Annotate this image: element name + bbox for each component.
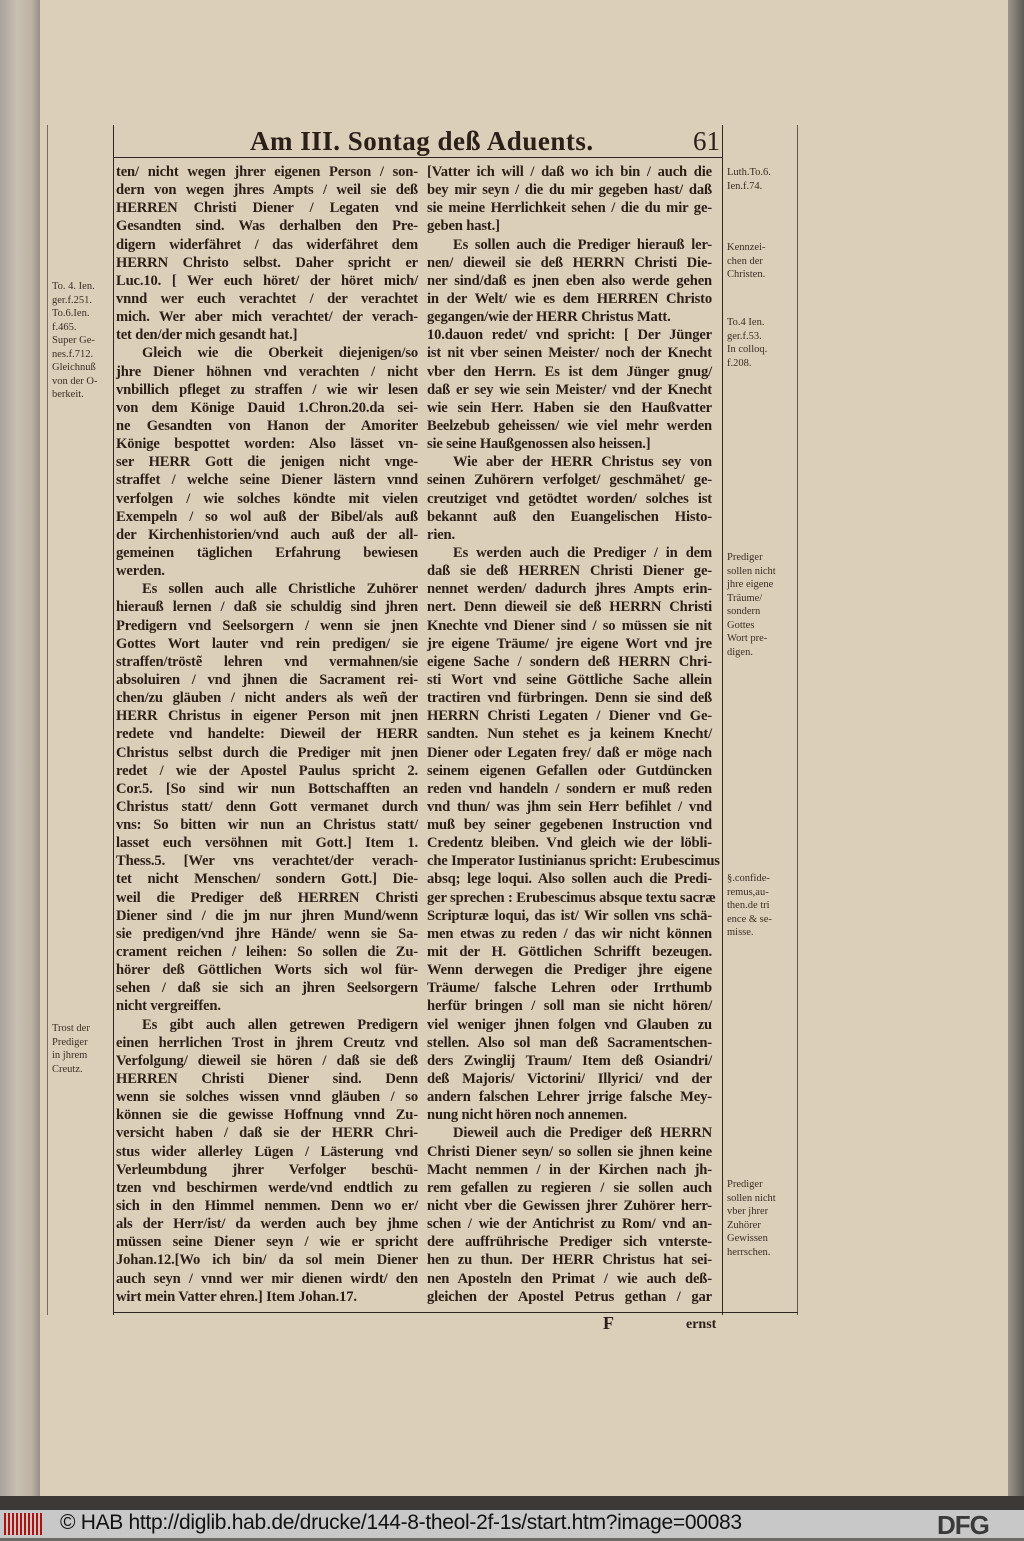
text-line: Christus selbst durch die Prediger mit jnen	[116, 744, 418, 761]
signature-mark: F	[603, 1313, 614, 1333]
text-line: Könige bespottet worden: Also lässet vn-	[116, 436, 418, 453]
margin-note	[727, 551, 776, 659]
margin-note-line: digen.	[727, 646, 753, 658]
margin-note-line: Gleichnuß	[52, 362, 96, 373]
text-line: bey mir seyn / die du mir gegeben hast/ daß	[427, 182, 712, 199]
text-line: sie predigen/vnd jhre Hände/ wenn sie Sa-	[116, 925, 418, 942]
text-line: nert. Denn dieweil sie deß HERRN Christi	[427, 599, 712, 616]
text-line: vber den Herrn. Es ist dem Jünger gnug/	[427, 363, 712, 380]
text-line: tet nicht Menschen/ sondern Gott.] Die-	[116, 871, 418, 888]
text-line: sandten. Nun stehet es ja keinem Knecht/	[427, 726, 712, 743]
margin-note	[727, 241, 765, 282]
text-line: Christus statt/ denn Gott vermanet durch	[116, 798, 418, 815]
text-line: gemeinen täglichen Erfahrung bewiesen	[116, 544, 418, 561]
text-line: nen/ dieweil sie deß HERRN Christi Die-	[427, 254, 712, 271]
text-line: absq; lege loqui. Also sollen auch die Predi-	[427, 871, 712, 888]
text-line: crament reichen / leihen: So sollen die Zu-	[116, 944, 418, 961]
margin-note-line: Creutz.	[52, 1063, 83, 1075]
text-line: tractiren vnd fürbringen. Denn sie sind deß	[427, 690, 712, 707]
text-line: andern falschen Lehrer jrrige falsche Mey-	[427, 1089, 712, 1106]
text-line: gegangen/wie der HERR Christus Matt.	[427, 309, 671, 326]
margin-note-line: ence & se-	[727, 913, 772, 925]
text-line: Träume/ falsche Lehren oder Irrthumb	[427, 980, 712, 997]
text-line: seinem eigenen Gefallen oder Gutdüncken	[427, 762, 712, 779]
margin-note-line: von der O-	[52, 375, 98, 387]
text-line: sie meine Herrlichkeit sehen / die du mir ge-	[427, 200, 712, 217]
text-line: hierauß lernen / daß sie schuldig sind jhren	[116, 599, 418, 616]
text-line: Wie aber der HERR Christus sey von	[453, 454, 712, 471]
text-line: ne Gesandten von Hanon der Amoriter	[116, 417, 418, 434]
text-line: ger sprechen : Erubescimus absque textu sacræ	[427, 889, 716, 906]
hab-logo-icon	[4, 1513, 44, 1535]
margin-note-line: ger.f.251.	[52, 294, 92, 306]
text-line: dere auffrührische Prediger sich vnterste-	[427, 1234, 712, 1251]
dfg-logo: DFG	[937, 1510, 989, 1540]
text-line: ders Zwinglij Traum/ Item deß Osiandri/	[427, 1052, 712, 1069]
page-edge-shadow	[1008, 0, 1024, 1505]
text-line: Christi Diener seyn/ so sollen sie jhnen keine	[427, 1143, 712, 1160]
margin-note	[727, 1178, 776, 1259]
text-line: HERRN Christi Legaten / Diener vnd Ge-	[427, 708, 712, 725]
text-line: hen zu thun. Der HERR Christus hat sei-	[427, 1252, 712, 1269]
text-line: daß er sey wie sein Meister/ vnd der Knecht	[427, 381, 712, 398]
text-line: tzen vnd beschirmen werde/vnd endtlich zu	[116, 1179, 418, 1196]
margin-note	[727, 316, 767, 370]
margin-note-line: Gewissen	[727, 1233, 768, 1244]
text-line: creutziget vnd getödtet worden/ solches ist	[427, 490, 712, 507]
text-line: Diener sind / die jm nur jhren Mund/wenn	[116, 907, 418, 924]
text-line: Es gibt auch allen getrewen Predigern	[142, 1016, 418, 1033]
margin-note-line: Prediger	[727, 552, 763, 563]
text-line: jhre Diener höhnen vnd verachten / nicht	[116, 363, 418, 380]
text-line: wie sein Herr. Haben sie den Haußvatter	[427, 399, 712, 416]
bottom-rule	[113, 1312, 798, 1313]
text-line: HERREN Christi Diener / Legaten vnd	[116, 200, 418, 217]
text-line: gleichen der Apostel Petrus gethan / gar	[427, 1288, 712, 1305]
text-line: sehen / daß sie sich an jhren Seelsorgern	[116, 980, 418, 997]
text-line: werden.	[116, 563, 165, 580]
text-line: bekannt auß den Euangelischen Histo-	[427, 508, 712, 525]
text-line: mich. Wer aber mich verachtet/ der verach-	[116, 309, 418, 326]
margin-note-line: Prediger	[52, 1036, 88, 1048]
margin-note-line: Gottes	[727, 619, 755, 631]
margin-note-line: sollen nicht	[727, 565, 776, 577]
text-line: können sie die gewisse Hoffnung vnnd Zu-	[116, 1107, 418, 1124]
text-line: Scripturæ loqui, das ist/ Wir sollen vns schä-	[427, 907, 712, 924]
text-line: nicht vber die Gewissen jhrer Zuhörer herr-	[427, 1198, 712, 1215]
margin-note-line: remus,au-	[727, 886, 769, 898]
text-line: wirt mein Vatter ehren.] Item Johan.17.	[116, 1288, 357, 1305]
text-line: vnnd wer euch verachtet / der verachtet	[116, 290, 418, 307]
text-line: che Imperator Iustinianus spricht: Erubescimus	[427, 853, 720, 870]
text-line: nung nicht hören noch annemen.	[427, 1107, 627, 1124]
text-line: viel weniger jhnen folgen vnd Glauben zu	[427, 1016, 712, 1033]
margin-note-line: To.4 Ien.	[727, 317, 765, 328]
text-line: wenn sie solches wissen vnnd gläuben / so	[116, 1089, 418, 1106]
margin-note-line: f.208.	[727, 357, 752, 369]
margin-note-line: then.de tri	[727, 900, 770, 911]
text-line: sie seine Haußgenossen also heissen.]	[427, 436, 651, 453]
text-line: redete vnd handelte: Dieweil der HERR	[116, 726, 418, 743]
margin-note-line: Luth.To.6.	[727, 167, 771, 178]
text-line: als der Herr/ist/ da werden auch bey jhme	[116, 1216, 418, 1233]
text-line: ser HERR Gott die jenigen nicht vnge-	[116, 454, 418, 471]
text-line: digern widerfähret / das widerfähret dem	[116, 236, 418, 253]
text-line: eigene Sache / sondern deß HERRN Chri-	[427, 653, 712, 670]
text-line: Es werden auch die Prediger / in dem	[453, 544, 712, 561]
text-line: HERRN Christo selbst. Daher spricht er	[116, 254, 418, 271]
text-line: Es sollen auch alle Christliche Zuhörer	[142, 581, 418, 598]
margin-note-line: Prediger	[727, 1179, 763, 1190]
margin-note	[727, 872, 772, 940]
margin-note-line: nes.f.712.	[52, 348, 94, 360]
text-line: sti Wort vnd seine Göttliche Sache allein	[427, 671, 712, 688]
text-line: Exempeln / so wol auß der Bibel/als auß	[116, 508, 418, 525]
text-line: Es sollen auch die Prediger hierauß ler-	[453, 236, 712, 253]
text-line: [Vatter ich will / daß wo ich bin / auch die	[427, 164, 712, 180]
text-line: HERREN Christi Diener sind. Denn	[116, 1071, 418, 1088]
text-line: daß sie deß HERREN Christi Diener ge-	[427, 563, 712, 580]
margin-note-line: Wort pre-	[727, 633, 768, 644]
text-line: stus wider allerley Lügen / Lästerung vnd	[116, 1143, 418, 1160]
margin-note-line: Christen.	[727, 269, 766, 280]
text-line: Thess.5. [Wer vns verachtet/der verach-	[116, 853, 418, 870]
text-line: Knechte vnd Diener sind / so müssen sie nit	[427, 617, 712, 634]
page-number: 61	[693, 126, 720, 156]
viewer-footer	[0, 1510, 1024, 1538]
text-line: schen / wie der Antichrist zu Rom/ vnd an-	[427, 1216, 712, 1233]
text-line: vnd thun/ was jhm sein Herr befihlet / vnd	[427, 798, 712, 815]
margin-note-line: berkeit.	[52, 389, 84, 400]
text-line: auch seyn / vnnd wer mir dienen wirdt/ den	[116, 1270, 418, 1287]
right-margin-rule	[797, 125, 798, 1315]
text-line: nennet werden/ dadurch jhres Ampts erin-	[427, 581, 712, 598]
text-line: straffet / welche seine Diener lästern vnnd	[116, 472, 418, 489]
margin-note	[52, 280, 98, 402]
margin-note-line: Super Ge-	[52, 335, 95, 346]
text-line: Verfolgung/ dieweil sie hören / daß sie deß	[116, 1052, 418, 1069]
margin-note-line: f.465.	[52, 321, 77, 333]
text-line: deß Majoris/ Victorini/ Illyrici/ vnd der	[427, 1071, 712, 1088]
header-rule	[113, 157, 723, 158]
text-line: geben hast.]	[427, 218, 500, 235]
text-line: redet / wie der Apostel Paulus spricht 2.	[116, 762, 418, 779]
margin-note-line: chen der	[727, 255, 763, 267]
text-line: Verleumbdung jhrer Verfolger beschü-	[116, 1161, 418, 1178]
right-text-rule	[722, 125, 723, 1315]
text-line: reden vnd handeln / sondern er muß reden	[427, 780, 712, 797]
text-line: 10.dauon redet/ vnd spricht: [ Der Jünger	[427, 327, 712, 344]
margin-note-line: Ien.f.74.	[727, 180, 763, 192]
text-line: muß bey seiner gegebenen Instruction vnd	[427, 817, 712, 834]
text-line: absoluiren / vnd jhnen die Sacrament rei-	[116, 671, 418, 688]
text-line: mit der H. Göttlichen Schrifft bezeugen.	[427, 944, 712, 961]
right-text-column	[427, 163, 720, 1306]
text-line: stellen. Also sol man deß Sacramentschen-	[427, 1034, 712, 1051]
text-line: lasset euch versöhnen mit Gott.] Item 1.	[116, 835, 418, 852]
text-line: ten/ nicht wegen jhrer eigenen Person / son-	[116, 164, 418, 180]
margin-note-line: Zuhörer	[727, 1219, 761, 1231]
text-line: Dieweil auch die Prediger deß HERRN	[453, 1125, 712, 1142]
text-line: Diener oder Legaten frey/ daß er möge nach	[427, 744, 712, 761]
text-line: vns: So bitten wir nun an Christus statt/	[116, 817, 418, 834]
text-line: müssen seine Diener seyn / wie er spricht	[116, 1234, 418, 1251]
text-line: Gleich wie die Oberkeit diejenigen/so	[142, 345, 418, 362]
left-margin-rule	[47, 125, 48, 1315]
text-line: Gottes Wort lauter vnd rein predigen/ sie	[116, 635, 418, 652]
text-line: Predigern vnd Seelsorgern / wenn sie jnen	[116, 617, 418, 634]
margin-note-line: misse.	[727, 927, 754, 938]
text-line: herfür bringen / soll man sie nicht hören/	[427, 998, 712, 1015]
left-text-rule	[113, 125, 114, 1315]
text-line: chen/zu gläuben / nicht anders als weñ der	[116, 690, 418, 707]
text-line: rem gefallen zu regieren / sie sollen auch	[427, 1179, 712, 1196]
margin-note-line: Kennzei-	[727, 242, 766, 253]
text-line: von dem Könige Dauid 1.Chron.20.da sei-	[116, 399, 418, 416]
margin-note-line: To.6.Ien.	[52, 308, 90, 319]
catchword: ernst	[686, 1317, 717, 1332]
copyright-url[interactable]: © HAB http://diglib.hab.de/drucke/144-8-theol-2f-1s/start.htm?image=00083	[60, 1511, 742, 1534]
text-line: versicht haben / daß sie der HERR Chri-	[116, 1125, 418, 1142]
margin-note-line: sollen nicht	[727, 1192, 776, 1204]
margin-note-line: in jhrem	[52, 1050, 88, 1061]
margin-note-line: Träume/	[727, 592, 763, 604]
margin-note-line: §.confide-	[727, 873, 770, 884]
text-line: Cor.5. [So sind wir nun Bottschafften an	[116, 780, 418, 797]
margin-note-line: jhre eigene	[727, 579, 774, 590]
text-line: Beelzebub geheissen/ wie viel mehr werden	[427, 417, 712, 434]
text-line: rien.	[427, 526, 456, 543]
text-line: sich in den Himmel nemmen. Denn wo er/	[116, 1198, 418, 1215]
left-text-column	[116, 163, 418, 1306]
text-line: Luc.10. [ Wer euch höret/ der höret mich/	[116, 272, 418, 289]
text-line: jre eigene Träume/ jre eigene Wort vnd jre	[427, 635, 712, 652]
margin-note-line: vber jhrer	[727, 1206, 769, 1217]
margin-note-line: To. 4. Ien.	[52, 281, 95, 292]
text-line: seinen Zuhörern verfolget/ geschmähet/ ge-	[427, 472, 712, 489]
text-line: ist nit vber seinen Meister/ noch der Knecht	[427, 345, 712, 362]
text-line: Wenn derwegen die Prediger jhre eigene	[427, 962, 712, 979]
text-line: der Kirchenhistorien/vnd auch auß der all-	[116, 526, 418, 543]
text-line: straffen/tröstẽ lehren vnd vermahnen/sie	[116, 653, 418, 670]
margin-note	[52, 1022, 90, 1076]
text-line: dern von wegen jhres Ampts / weil sie deß	[116, 182, 418, 199]
margin-note-line: sondern	[727, 606, 761, 617]
text-line: Credentz bleiben. Vnd gleich wie der löbli-	[427, 835, 712, 852]
book-spine-edge	[0, 0, 42, 1505]
text-line: ner sind/daß es jnen eben also werde gehen	[427, 272, 712, 289]
text-line: einen herrlichen Trost in jhrem Creutz vnd	[116, 1034, 418, 1051]
text-line: tet den/der mich gesandt hat.]	[116, 327, 298, 344]
running-head: Am III. Sontag deß Aduents.	[250, 126, 594, 156]
text-line: nen Aposteln den Primat / wie auch deß-	[427, 1270, 712, 1287]
text-line: HERR Christus in eigener Person mit jnen	[116, 708, 418, 725]
text-line: men etwas zu reden / das wir nicht können	[427, 925, 712, 942]
text-line: Macht nemmen / in der Kirchen nach jh-	[427, 1161, 712, 1178]
text-line: Johan.12.[Wo ich bin/ da sol mein Diener	[116, 1252, 418, 1269]
text-line: vnbillich pfleget zu straffen / wie wir lesen	[116, 381, 418, 398]
text-line: hörer deß Göttlichen Worts sich wol für-	[116, 962, 418, 979]
text-line: in der Welt/ wie es dem HERREN Christo	[427, 290, 712, 307]
margin-note-line: Trost der	[52, 1023, 90, 1034]
text-line: Gesandten sind. Was derhalben den Pre-	[116, 218, 418, 235]
text-line: verfolgen / wie solches köndte mit vielen	[116, 490, 418, 507]
margin-note-line: ger.f.53.	[727, 330, 762, 342]
margin-note	[727, 166, 771, 193]
margin-note-line: In colloq.	[727, 344, 768, 355]
text-line: weil die Prediger deß HERREN Christi	[116, 889, 418, 906]
scan-bottom-edge	[0, 1496, 1024, 1510]
text-line: nicht vergreiffen.	[116, 998, 221, 1015]
margin-note-line: herrschen.	[727, 1246, 771, 1258]
